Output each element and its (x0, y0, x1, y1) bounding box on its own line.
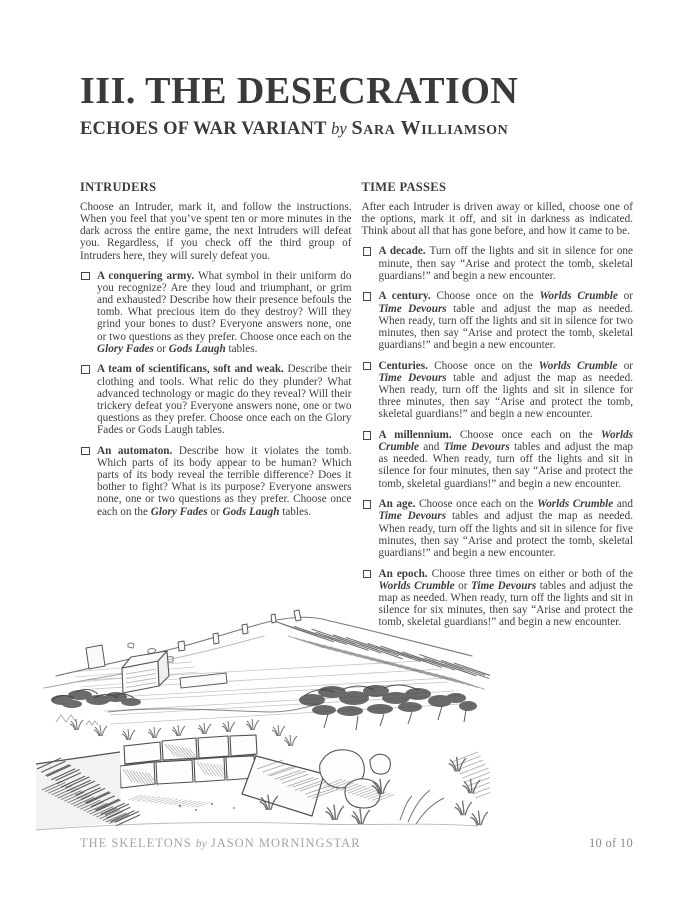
column-intruders (80, 180, 352, 637)
checklist-item-text: A century. Choose once on the Worlds Crumble or Time Devours table and adjust the map as needed. When ready, turn off the lights and sit in silence for two minutes, then say “Arise and protect the tomb, skeletal guardians!” and begin a new encounter. (378, 290, 633, 352)
checklist-item-millennium (362, 429, 634, 490)
variant-title: ECHOES OF WAR VARIANT (80, 118, 327, 139)
checklist-item-text: A conquering army. What symbol in their uniform do you recognize? Are they loud and triumphant, or grim and exhausted? Describe how their presence befouls the tomb. What precious item do they destroy? Will they grind your bones to dust? Everyone answers none, one or two questions as they prefer. Choose once each on the Glory Fades or Gods Laugh tables. (97, 269, 352, 355)
checklist-item-conquering-army (80, 270, 352, 355)
page-footer (80, 836, 633, 851)
byword: by (331, 118, 347, 138)
checklist-item-decade (362, 245, 634, 281)
checklist-item-text: A decade. Turn off the lights and sit in silence for one minute, then say “Arise and protect the tomb, skeletal guardians!” and begin a new encounter. (378, 245, 633, 282)
checkbox-icon (363, 362, 372, 371)
checklist-item-automaton (80, 445, 352, 518)
footer-author: JASON MORNINGSTAR (210, 836, 361, 850)
checkbox-icon (81, 447, 90, 456)
checklist-item-text: A team of scientificans, soft and weak. Describe their clothing and tools. What relic do they plunder? What advanced technology or magic do they reveal? Will their trickery defeat you? Everyone answers none, one or two questions as they prefer. Choose once each on the Glory Fades or Gods Laugh tables. (97, 363, 352, 437)
checkbox-icon (81, 365, 90, 374)
checklist-item-age (362, 498, 634, 559)
author-name: Sara Williamson (351, 116, 509, 139)
section-heading-time-passes: TIME PASSES (361, 180, 447, 194)
checklist-item-scientificans (80, 363, 352, 436)
checkbox-icon (363, 247, 372, 256)
checklist-item-text: An age. Choose once each on the Worlds Crumble and Time Devours tables and adjust the map as needed. When ready, turn off the lights and sit in silence for five minutes, then say “Arise and protect the tomb, skeletal guardians!” and begin a new encounter. (378, 498, 633, 559)
checklist-item-text: An epoch. Choose three times on either or both of the Worlds Crumble or Time Devours tables and adjust the map as needed. When ready, turn off the lights and sit in silence for six minutes, then say “Arise and protect the tomb, skeletal guardians!” and begin a new encounter. (378, 567, 633, 629)
section-heading-intruders: INTRUDERS (80, 180, 157, 194)
two-column-body (80, 180, 633, 637)
checklist-item-centuries (362, 360, 634, 421)
checkbox-icon (363, 500, 372, 509)
checkbox-icon (363, 431, 372, 440)
footer-book-title: THE SKELETONS (80, 836, 192, 850)
intruders-intro: Choose an Intruder, mark it, and follow the instructions. When you feel that you’ve spent ten or more minutes in the dark across the entire game, the next Intruders will defeat you. Regardless, if you check off the third group of Intruders here, they will surely defeat you. (80, 201, 352, 262)
landscape-sketch-illustration (28, 594, 490, 842)
checklist-item-text: A millennium. Choose once each on the Worlds Crumble and Time Devours tables and adjust the map as needed. When ready, turn off the lights and sit in silence for four minutes, then say “Arise and protect the tomb, skeletal guardians!” and begin a new encounter. (378, 429, 633, 490)
checklist-item-text: Centuries. Choose once on the Worlds Crumble or Time Devours table and adjust the map as needed. When ready, turn off the lights and sit in silence for three minutes, then say “Arise and protect the tomb, skeletal guardians!” and begin a new encounter. (378, 359, 634, 421)
page-subtitle (80, 117, 635, 140)
footer-byword: by (195, 838, 207, 850)
checkbox-icon (363, 570, 372, 579)
page-title: III. THE DESECRATION (80, 70, 519, 112)
page-number: 10 of 10 (588, 836, 633, 850)
stone-wall (120, 735, 257, 788)
page-header (80, 72, 635, 140)
footer-book-credit (80, 836, 361, 851)
checklist-item-text: An automaton. Describe how it violates the tomb. Which parts of its body appear to be human? Which parts of its body reveal the terrible difference? Does it bother to fight? What is its purpose? Everyone answers none, one or two questions as they prefer. Choose once each on the Glory Fades or Gods Laugh tables. (97, 444, 352, 518)
column-time-passes (362, 180, 634, 637)
checklist-item-century (362, 290, 634, 351)
checkbox-icon (363, 292, 372, 301)
time-passes-intro: After each Intruder is driven away or killed, choose one of the options, mark it off, and sit in darkness as indicated. Think about all that has gone before, and how it came to be. (361, 201, 633, 238)
checkbox-icon (81, 272, 90, 281)
